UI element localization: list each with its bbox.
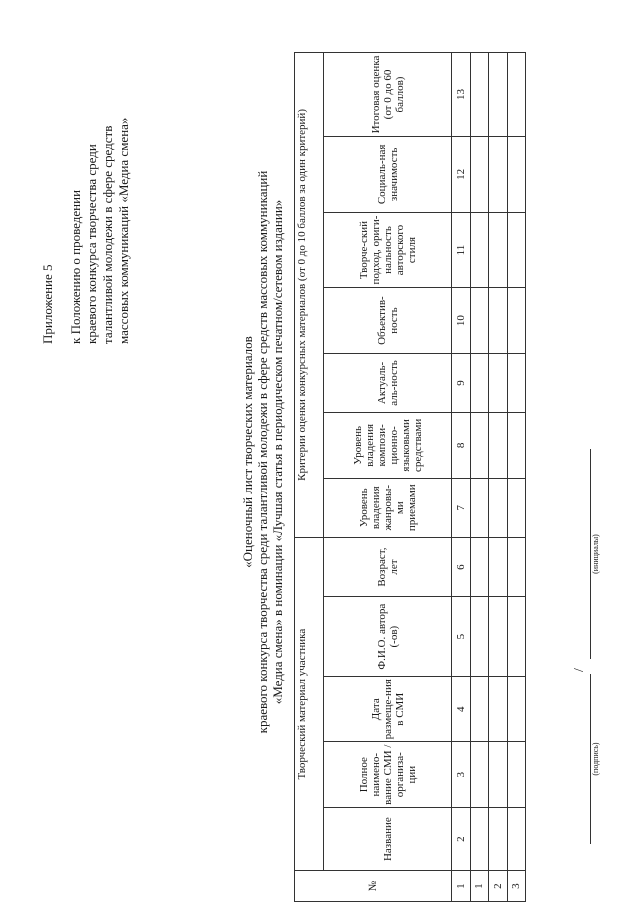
appendix-line: краевого конкурса творчества среди xyxy=(84,144,99,344)
table-cell xyxy=(470,478,488,537)
table-cell xyxy=(507,53,525,137)
table-cell xyxy=(489,677,507,742)
row-number: 1 xyxy=(470,871,488,902)
table-cell xyxy=(470,413,488,478)
column-number-cell: 6 xyxy=(452,537,470,596)
table-cell xyxy=(507,597,525,677)
header-number: № xyxy=(295,871,452,902)
header-date: Дата размеще-ния в СМИ xyxy=(323,677,452,742)
signature-label: (подпись) xyxy=(591,742,600,776)
form-title-line: «Медиа смена» в номинации «Лучшая статья в периодическом печатном/сетевом издании» xyxy=(270,199,285,705)
table-row xyxy=(489,53,507,902)
table-cell xyxy=(507,677,525,742)
evaluation-table xyxy=(294,52,526,902)
appendix-title: Приложение 5 xyxy=(40,264,55,344)
table-cell xyxy=(507,212,525,288)
table-cell xyxy=(507,478,525,537)
header-criterion-objectivity: Объектив-ность xyxy=(323,288,452,353)
table-cell xyxy=(470,137,488,213)
column-number-cell: 2 xyxy=(452,807,470,870)
table-cell xyxy=(470,807,488,870)
table-cell xyxy=(489,353,507,412)
header-criterion-language: Уровень владения компози-ционно-языковыми средствами xyxy=(323,413,452,478)
header-material-group: Творческий материал участника xyxy=(295,537,324,870)
table-cell xyxy=(489,742,507,807)
header-author: Ф.И.О. автора (-ов) xyxy=(323,597,452,677)
row-number: 2 xyxy=(489,871,507,902)
header-criterion-relevance: Актуаль-аль-ность xyxy=(323,353,452,412)
header-age: Возраст, лет xyxy=(323,537,452,596)
table-cell xyxy=(470,288,488,353)
table-cell xyxy=(507,742,525,807)
table-cell xyxy=(470,677,488,742)
column-number-cell: 8 xyxy=(452,413,470,478)
table-cell xyxy=(489,53,507,137)
table-cell xyxy=(489,597,507,677)
header-criterion-social: Социаль-ная значимость xyxy=(323,137,452,213)
initials-field xyxy=(590,449,600,659)
appendix-line: талантливой молодежи в сфере средств xyxy=(100,125,115,344)
form-title xyxy=(240,0,285,904)
table-cell xyxy=(470,212,488,288)
header-total-score: Итоговая оценка (от 0 до 60 баллов) xyxy=(323,53,452,137)
table-cell xyxy=(470,742,488,807)
row-number: 3 xyxy=(507,871,525,902)
column-number-cell: 12 xyxy=(452,137,470,213)
appendix-block xyxy=(40,14,132,344)
table-cell xyxy=(489,413,507,478)
header-criteria-group: Критерии оценки конкурсных материалов (от 0 до 10 баллов за один критерий) xyxy=(295,53,324,538)
column-number-cell: 7 xyxy=(452,478,470,537)
table-cell xyxy=(470,537,488,596)
column-number-cell: 9 xyxy=(452,353,470,412)
table-cell xyxy=(507,413,525,478)
column-number-cell: 5 xyxy=(452,597,470,677)
table-cell xyxy=(470,597,488,677)
table-cell xyxy=(507,288,525,353)
form-title-line: «Оценочный лист творческих материалов xyxy=(240,336,255,568)
header-criterion-creativity: Творче-ский подход, ориги-нальность авторского стиля xyxy=(323,212,452,288)
signature-field xyxy=(590,674,600,844)
table-cell xyxy=(507,537,525,596)
initials-label: (инициалы) xyxy=(591,534,600,574)
header-name: Название xyxy=(323,807,452,870)
column-number-cell: 1 xyxy=(452,871,470,902)
column-number-cell: 4 xyxy=(452,677,470,742)
appendix-line: массовых коммуникаций «Медиа смена» xyxy=(116,117,131,344)
table-cell xyxy=(489,807,507,870)
table-cell xyxy=(489,212,507,288)
form-title-line: краевого конкурса творчества среди талантливой молодежи в сфере средств массовых коммуникаций xyxy=(255,170,270,734)
column-number-cell: 13 xyxy=(452,53,470,137)
table-cell xyxy=(489,478,507,537)
table-cell xyxy=(489,288,507,353)
table-row xyxy=(507,53,525,902)
table-cell xyxy=(470,53,488,137)
column-number-cell: 3 xyxy=(452,742,470,807)
table-cell xyxy=(507,353,525,412)
table-cell xyxy=(507,807,525,870)
column-number-cell: 10 xyxy=(452,288,470,353)
table-cell xyxy=(470,353,488,412)
header-media: Полное наимено-вание СМИ / организа-ции xyxy=(323,742,452,807)
signature-separator: / xyxy=(572,668,587,672)
column-number-cell: 11 xyxy=(452,212,470,288)
table-cell xyxy=(489,537,507,596)
appendix-line: к Положению о проведении xyxy=(68,189,83,344)
header-criterion-genre: Уровень владения жанровы-ми приемами xyxy=(323,478,452,537)
table-cell xyxy=(507,137,525,213)
table-cell xyxy=(489,137,507,213)
table-row xyxy=(470,53,488,902)
